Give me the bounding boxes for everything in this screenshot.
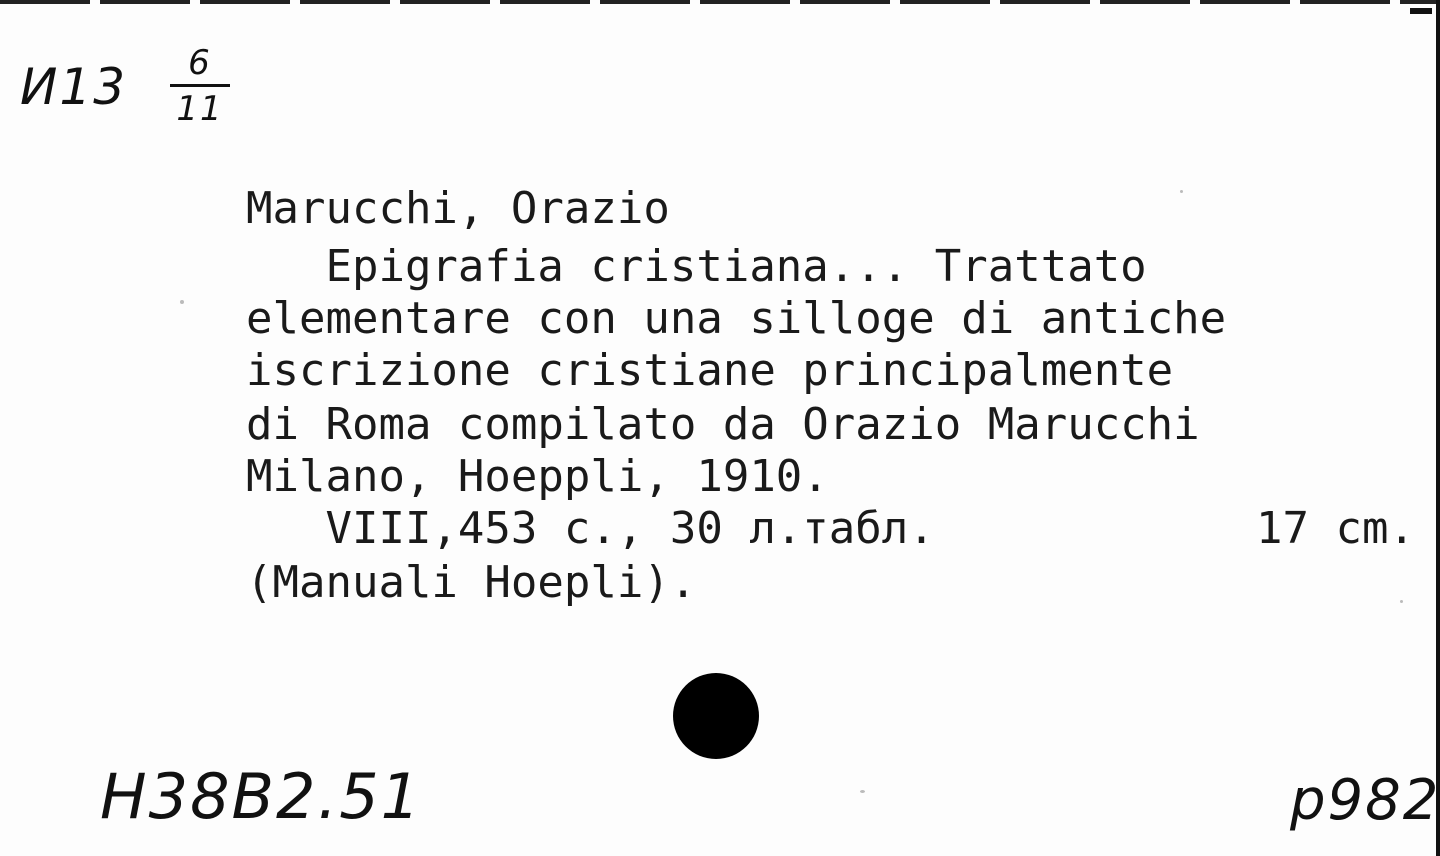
shelf-mark-numerator: 6 — [188, 43, 212, 83]
size-note: 17 cm. — [1256, 503, 1415, 554]
paper-speck — [860, 790, 865, 793]
shelf-mark-fraction — [170, 44, 230, 129]
shelf-mark-denominator: 11 — [176, 89, 224, 129]
collation-line: VIII,453 c., 30 л.табл. — [246, 503, 935, 554]
paper-speck — [1400, 600, 1403, 603]
fraction-bar — [170, 84, 230, 87]
author-heading: Marucchi, Orazio — [246, 183, 670, 234]
series-note: (Manuali Hoepli). — [246, 557, 697, 608]
paper-speck — [180, 300, 184, 304]
shelf-mark-top — [20, 32, 240, 132]
title-line-4: di Roma compilato da Orazio Marucchi — [246, 399, 1200, 450]
title-line-1: Epigrafia cristiana... Trattato — [246, 241, 1147, 292]
punch-hole — [673, 673, 759, 759]
shelf-mark-bottom-left: Н38В2.51 — [100, 760, 423, 833]
imprint-line: Milano, Hoeppli, 1910. — [246, 451, 829, 502]
shelf-mark-prefix: И13 — [20, 58, 128, 116]
card-right-edge — [1436, 0, 1440, 856]
paper-speck — [1180, 190, 1183, 193]
title-line-2: elementare con una silloge di antiche — [246, 293, 1227, 344]
title-line-3: iscrizione cristiane principalmente — [246, 345, 1174, 396]
card-corner-mark — [1410, 8, 1432, 14]
card-top-edge — [0, 0, 1440, 4]
shelf-mark-bottom-right: р982 — [1290, 768, 1440, 833]
